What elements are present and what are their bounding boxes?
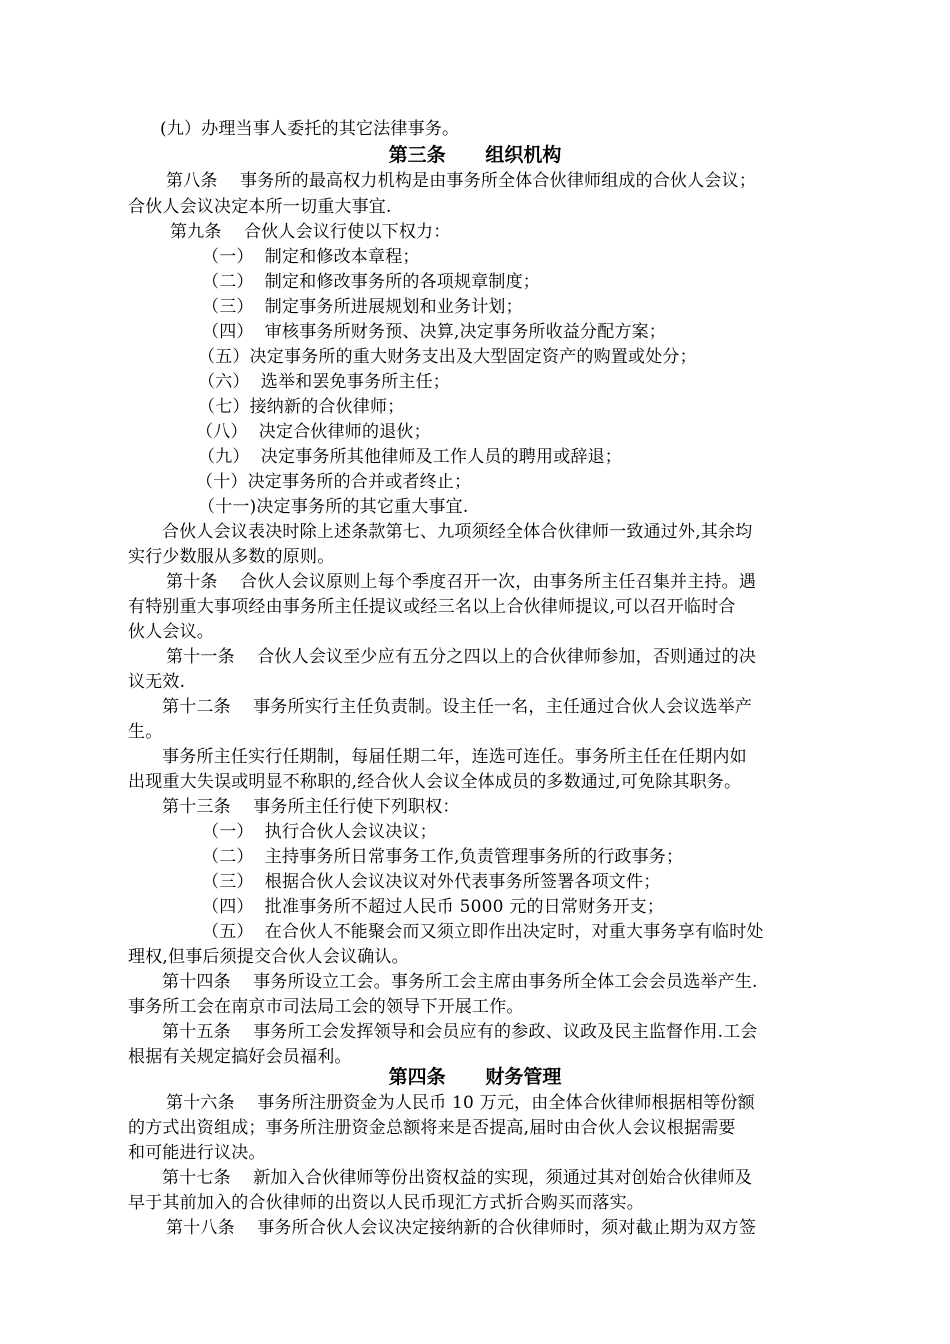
text-line: （八） 决定合伙律师的退伙； (196, 422, 431, 442)
text-line: 合伙人会议表决时除上述条款第七、九项须经全体合伙律师一致通过外,其余均 (162, 522, 753, 542)
text-line: 第十四条 事务所设立工会。事务所工会主席由事务所全体工会会员选举产生. (162, 972, 758, 992)
text-line: 第十二条 事务所实行主任负责制。设主任一名，主任通过合伙人会议选举产 (162, 697, 753, 717)
text-line: 第十一条 合伙人会议至少应有五分之四以上的合伙律师参加，否则通过的决 (166, 647, 757, 667)
section-heading-organization: 第三条 组织机构 (388, 144, 562, 166)
text-line: 第十六条 事务所注册资金为人民币 10 万元，由全体合伙律师根据相等份额 (166, 1093, 755, 1113)
text-line: （一） 制定和修改本章程； (202, 247, 420, 267)
text-line: （六） 选举和罢免事务所主任； (198, 372, 451, 392)
text-line: （四） 批准事务所不超过人民币 5000 元的日常财务开支； (202, 897, 665, 917)
text-line: 有特别重大事项经由事务所主任提议或经三名以上合伙律师提议,可以召开临时合 (128, 597, 736, 617)
text-line: （七）接纳新的合伙律师； (198, 397, 405, 417)
text-line: （四） 审核事务所财务预、决算,决定事务所收益分配方案； (202, 322, 667, 342)
text-line: （三） 制定事务所进展规划和业务计划； (202, 297, 523, 317)
text-line: 实行少数服从多数的原则。 (128, 547, 335, 567)
text-line: 生。 (128, 722, 163, 742)
text-line: 出现重大失误或明显不称职的,经合伙人会议全体成员的多数通过,可免除其职务。 (128, 772, 742, 792)
text-line: 第九条 合伙人会议行使以下权力： (170, 222, 451, 242)
text-line: 第十三条 事务所主任行使下列职权： (162, 797, 460, 817)
text-line: 合伙人会议决定本所一切重大事宜. (128, 197, 392, 217)
text-line: （一） 执行合伙人会议决议； (202, 822, 437, 842)
text-line: （五）决定事务所的重大财务支出及大型固定资产的购置或处分； (198, 347, 697, 367)
text-line: 和可能进行议决。 (128, 1143, 266, 1163)
text-line: 第十五条 事务所工会发挥领导和会员应有的参政、议政及民主监督作用.工会 (162, 1022, 758, 1042)
text-line: 第十七条 新加入合伙律师等份出资权益的实现，须通过其对创始合伙律师及 (162, 1168, 753, 1188)
section-heading-finance: 第四条 财务管理 (388, 1066, 562, 1088)
text-line: 根据有关规定搞好会员福利。 (128, 1047, 352, 1067)
text-line: （五） 在合伙人不能聚会而又须立即作出决定时，对重大事务享有临时处 (202, 922, 764, 942)
text-line: （三） 根据合伙人会议决议对外代表事务所签署各项文件； (202, 872, 661, 892)
text-line: （九） 决定事务所其他律师及工作人员的聘用或辞退； (198, 447, 623, 467)
text-line: （十）决定事务所的合并或者终止； (196, 472, 472, 492)
text-line: 早于其前加入的合伙律师的出资以人民币现汇方式折合购买而落实。 (128, 1193, 644, 1213)
text-line: （十一)决定事务所的其它重大事宜. (198, 497, 469, 517)
text-line: 第十条 合伙人会议原则上每个季度召开一次，由事务所主任召集并主持。遇 (166, 572, 757, 592)
text-line: （二） 主持事务所日常事务工作,负责管理事务所的行政事务； (202, 847, 684, 867)
text-line: 事务所工会在南京市司法局工会的领导下开展工作。 (128, 997, 524, 1017)
text-line: 的方式出资组成；事务所注册资金总额将来是否提高,届时由合伙人会议根据需要 (128, 1118, 736, 1138)
text-line: 第八条 事务所的最高权力机构是由事务所全体合伙律师组成的合伙人会议； (166, 171, 757, 191)
text-line: 议无效. (128, 672, 186, 692)
text-line: （二） 制定和修改事务所的各项规章制度； (202, 272, 541, 292)
text-line: 事务所主任实行任期制，每届任期二年，连选可连任。事务所主任在任期内如 (162, 747, 747, 767)
text-line: 理权,但事后须提交合伙人会议确认。 (128, 947, 409, 967)
text-line: 第十八条 事务所合伙人会议决定接纳新的合伙律师时，须对截止期为双方签 (166, 1218, 757, 1238)
text-line: (九）办理当事人委托的其它法律事务。 (160, 119, 460, 139)
text-line: 伙人会议。 (128, 622, 214, 642)
